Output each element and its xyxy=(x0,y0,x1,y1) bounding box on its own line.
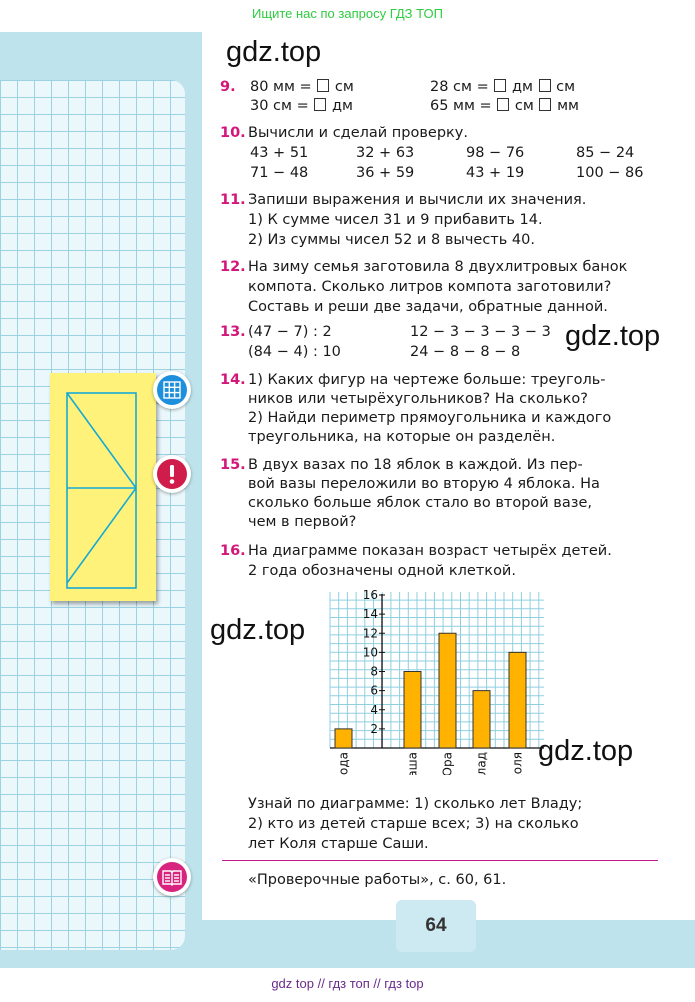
category-label: Саша xyxy=(405,752,420,775)
category-label: Влад xyxy=(474,752,489,775)
task-10 xyxy=(220,124,680,184)
task-text: лет Коля старше Саши. xyxy=(248,836,429,852)
expression: 36 + 59 xyxy=(356,165,415,181)
task-text: компота. Сколько литров компота заготовили? xyxy=(248,279,612,295)
answer-box[interactable] xyxy=(539,98,551,111)
grid-icon[interactable] xyxy=(153,371,191,409)
task-text: 28 см = xyxy=(430,79,489,95)
y-tick-label: 16 xyxy=(362,590,378,602)
category-label: 2 года xyxy=(336,752,351,775)
y-tick-label: 6 xyxy=(370,683,378,698)
expression: (47 − 7) : 2 xyxy=(248,324,332,340)
exclamation-icon[interactable] xyxy=(153,455,191,493)
bar xyxy=(473,691,490,748)
answer-box[interactable] xyxy=(539,79,551,92)
expression: 98 − 76 xyxy=(466,145,525,161)
task-text: На диаграмме показан возраст четырёх детей. xyxy=(248,543,612,559)
answer-box[interactable] xyxy=(317,79,329,92)
task-number: 15. xyxy=(220,457,246,473)
task-text: ников или четырёхугольников? На сколько? xyxy=(248,391,588,407)
book-icon[interactable] xyxy=(153,858,191,896)
task-number: 13. xyxy=(220,324,246,340)
y-tick-label: 8 xyxy=(370,664,378,679)
task-text: 30 см = xyxy=(250,98,309,114)
watermark: gdz.top xyxy=(210,614,306,646)
task-number: 9. xyxy=(220,79,236,95)
expression: 100 − 86 xyxy=(576,165,644,181)
task-9 xyxy=(220,78,680,118)
expression: 71 − 48 xyxy=(250,165,309,181)
expression: 24 − 8 − 8 − 8 xyxy=(410,344,521,360)
bar xyxy=(404,672,421,749)
expression: 43 + 51 xyxy=(250,145,309,161)
watermark: gdz.top xyxy=(565,320,661,352)
task-number: 12. xyxy=(220,259,246,275)
reference-text: «Проверочные работы», с. 60, 61. xyxy=(248,872,507,888)
bar xyxy=(509,652,526,748)
task-text: см xyxy=(556,79,576,95)
task-text: 65 мм = xyxy=(430,98,492,114)
task-text: Узнай по диаграмме: 1) сколько лет Владу; xyxy=(248,796,583,812)
y-tick-label: 14 xyxy=(362,607,378,622)
task-text: мм xyxy=(557,98,579,114)
y-tick-label: 12 xyxy=(362,626,378,641)
footer-links[interactable]: gdz top // гдз топ // гдз top xyxy=(0,968,695,1002)
task-text: вой вазы переложили во вторую 4 яблока. На xyxy=(248,476,600,492)
bar xyxy=(439,633,456,748)
task-12 xyxy=(220,258,680,318)
book-glyph xyxy=(157,862,187,892)
task-text: В двух вазах по 18 яблок в каждой. Из пер- xyxy=(248,457,583,473)
search-banner[interactable]: Ищите нас по запросу ГДЗ ТОП xyxy=(252,6,443,21)
exclamation-glyph xyxy=(157,459,187,489)
bar-chart-svg xyxy=(326,590,548,775)
watermark: gdz.top xyxy=(226,36,322,68)
category-label: Коля xyxy=(510,752,525,775)
page-number: 64 xyxy=(396,900,476,952)
task-number: 16. xyxy=(220,543,246,559)
answer-box[interactable] xyxy=(314,98,326,111)
y-tick-label: 10 xyxy=(362,645,378,660)
task-text: Запиши выражения и вычисли их значения. xyxy=(248,192,587,208)
task-text: сколько больше яблок стало во второй вазе, xyxy=(248,495,592,511)
task-text: Составь и реши две задачи, обратные данной. xyxy=(248,299,608,315)
task-number: 10. xyxy=(220,125,246,141)
expression: (84 − 4) : 10 xyxy=(248,344,341,360)
answer-box[interactable] xyxy=(494,79,506,92)
task-text: 1) К сумме чисел 31 и 9 прибавить 14. xyxy=(248,212,543,228)
task-text: 2) Найди периметр прямоугольника и каждого xyxy=(248,410,612,426)
watermark: gdz.top xyxy=(538,735,634,767)
task-13 xyxy=(220,323,680,363)
task-15 xyxy=(220,456,680,536)
divider xyxy=(222,860,658,861)
task-11 xyxy=(220,191,680,251)
bar xyxy=(335,729,352,748)
task-text: 2) Из суммы чисел 52 и 8 вычесть 40. xyxy=(248,232,535,248)
expression: 12 − 3 − 3 − 3 − 3 xyxy=(410,324,551,340)
task-text: На зиму семья заготовила 8 двухлитровых банок xyxy=(248,259,628,275)
category-label: Юра xyxy=(440,752,455,775)
task-text: 2 года обозначены одной клеткой. xyxy=(248,563,516,579)
task-text: 1) Каких фигур на чертеже больше: треуголь- xyxy=(248,372,606,388)
task-text: см xyxy=(514,98,534,114)
y-tick-label: 4 xyxy=(370,702,378,717)
task-16 xyxy=(220,542,680,582)
expression: 43 + 19 xyxy=(466,165,525,181)
task-14 xyxy=(220,371,680,451)
task-number: 14. xyxy=(220,372,246,388)
expression: 85 − 24 xyxy=(576,145,635,161)
y-tick-label: 2 xyxy=(370,721,378,736)
task-text: см xyxy=(334,79,354,95)
age-bar-chart xyxy=(326,590,548,775)
rectangle-triangles-drawing xyxy=(50,373,156,601)
grid-icon-glyph xyxy=(157,375,187,405)
task-title: Вычисли и сделай проверку. xyxy=(248,125,468,141)
figure-card xyxy=(50,373,156,601)
task-text: дм xyxy=(511,79,533,95)
task-text: дм xyxy=(331,98,353,114)
task-16-questions xyxy=(220,795,680,855)
task-text: 2) кто из детей старше всех; 3) на сколько xyxy=(248,816,579,832)
answer-box[interactable] xyxy=(497,98,509,111)
task-number: 11. xyxy=(220,192,246,208)
task-text: треугольника, на которые он разделён. xyxy=(248,429,556,445)
task-text: чем в первой? xyxy=(248,514,357,530)
expression: 32 + 63 xyxy=(356,145,415,161)
task-text: 80 мм = xyxy=(250,79,312,95)
